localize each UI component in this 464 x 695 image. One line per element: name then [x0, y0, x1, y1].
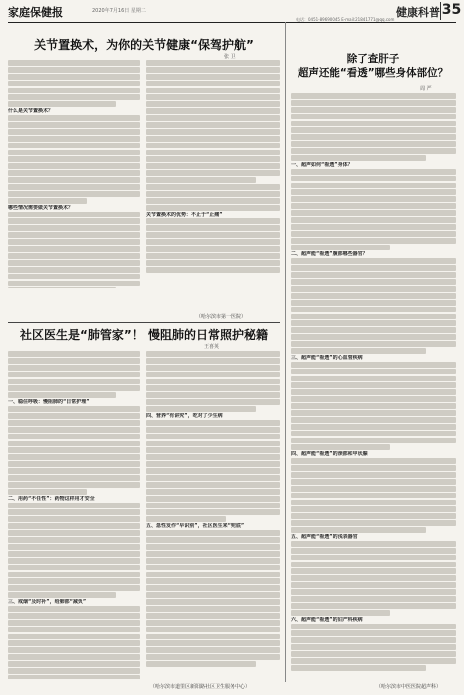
article2-sub-1: 一、稳住呼吸：慢阻肺的“日常护理” — [8, 399, 90, 406]
article1-sub-1: 什么是关节置换术？ — [8, 108, 54, 115]
article1-col2 — [146, 60, 280, 288]
article1-sub-3: 关节置换术的优势：不止于“止痛” — [146, 211, 223, 218]
contact-line: 电话：0451-89690045 E-mail:21841771@qq.com — [296, 17, 395, 22]
article1-title: 关节置换术，为你的关节健康“保驾护航” — [34, 38, 254, 52]
article3-title: 除了查肝子 超声还能“看透”哪些身体部位？ — [297, 53, 449, 79]
article-separator — [8, 322, 280, 323]
article2-col2 — [146, 351, 280, 679]
article3-sub-5: 五、超声能“看透”的浅表器官 — [291, 534, 358, 540]
issue-date: 2020年7月16日 星期二 — [92, 8, 146, 14]
article2-sub-5: 五、急性发作“早识别”，社区医生来“兜底” — [146, 523, 245, 530]
article2-author: 王喜英 — [204, 344, 220, 350]
article2-sub-3: 三、戒烟“及时补”，给肺部“减负” — [8, 599, 87, 606]
article3-sub-3: 三、超声能“看透”的心血管疾病 — [291, 354, 363, 361]
paper-title: 家庭保健报 — [8, 6, 63, 19]
page-header — [0, 0, 464, 22]
article1-author: 张 卫 — [224, 54, 236, 60]
article3-author: 周 严 — [420, 86, 432, 92]
article3-sub-4: 四、超声能“看透”的颈部和甲状腺 — [291, 451, 368, 458]
article2-sub-4: 四、营养“有讲究”，吃对了少生病 — [146, 413, 223, 420]
article2-title: 社区医生是“肺管家”！ 慢阻肺的日常照护秘籍 — [20, 328, 268, 342]
article3-sub-1: 一、超声如何“看透”身体？ — [291, 161, 353, 168]
article2-footer: （哈尔滨市道里区新阳路社区卫生服务中心） — [150, 684, 251, 690]
article3-col — [291, 93, 456, 677]
section-name: 健康科普 — [396, 6, 440, 19]
article1-sub-2: 哪些情况需要做关节置换术？ — [8, 204, 74, 211]
page-number: 35 — [441, 2, 462, 18]
article3-sub-6: 六、超声能“看透”的妇产科疾病 — [291, 616, 363, 623]
article2-col1 — [8, 351, 140, 679]
header-rule — [8, 22, 456, 23]
article3-footer: （哈尔滨市中医医院超声科） — [376, 684, 442, 690]
column-divider — [285, 22, 286, 682]
article2-sub-2: 二、用药“不任性”：药物这样用才安全 — [8, 495, 95, 502]
article3-sub-2: 二、超声能“看透”腹部哪些器官？ — [291, 251, 368, 258]
article1-col1 — [8, 60, 140, 288]
article1-footer: （哈尔滨市第一医院） — [196, 314, 247, 320]
